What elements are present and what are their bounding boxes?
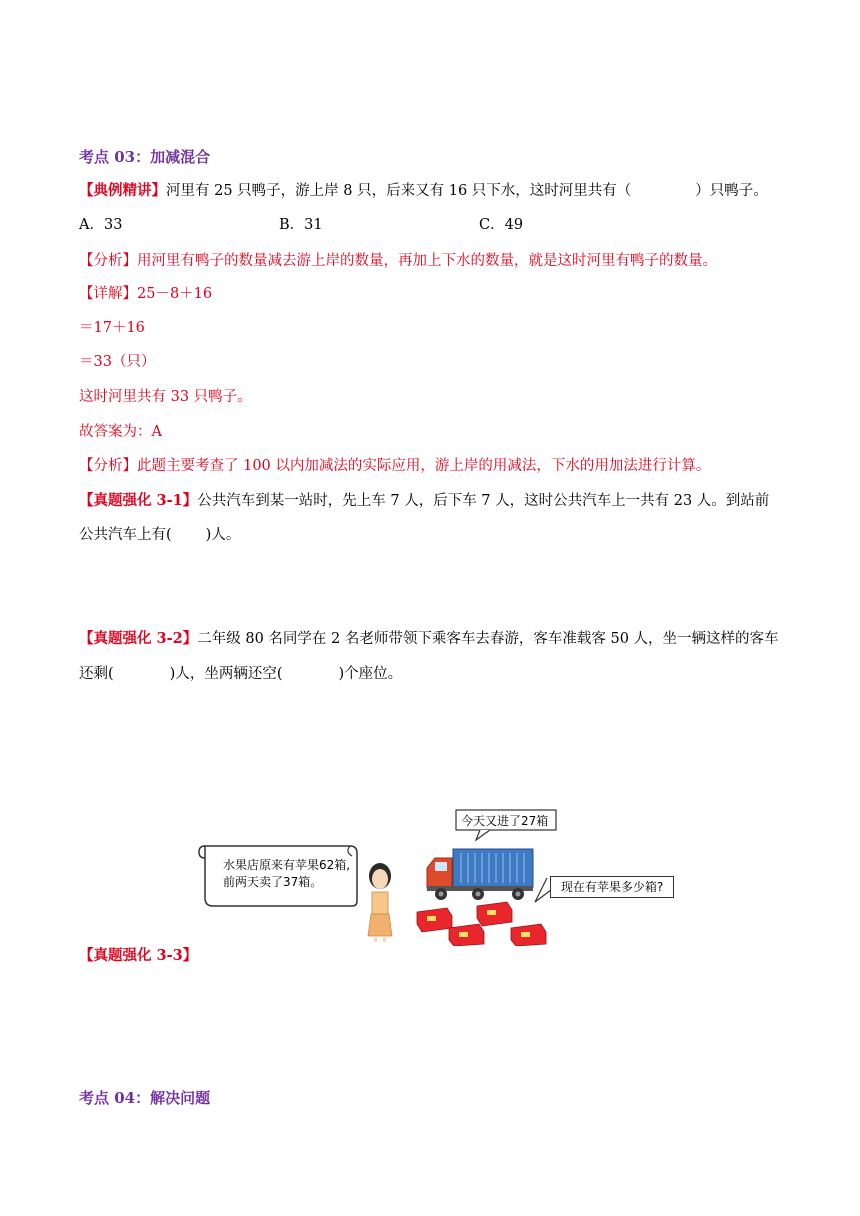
question-3-2-text: 二年级 80 名同学在 2 名老师带领下乘客车去春游，客车准载客 50 人，坐一辆这样的客车 [197, 631, 779, 647]
question-3-2-line-1 [79, 629, 779, 649]
question-3-1-tag: 【真题强化 3-1】 [79, 492, 198, 509]
option-b: B．31 [279, 217, 323, 233]
apple-box-3 [449, 924, 484, 946]
question-3-2-text-2b: )人，坐两辆还空( [169, 666, 283, 682]
section-heading-04: 考点 04：解决问题 [79, 1089, 211, 1107]
example-tag: 【典例精讲】 [79, 182, 166, 199]
fruit-shop-illustration [195, 806, 565, 946]
apple-box-4 [511, 924, 546, 946]
detail-step-1 [79, 284, 212, 304]
bubble-top-text: 今天又进了27箱 [461, 814, 549, 828]
question-3-1-text-2b: )人。 [205, 527, 241, 543]
example-text-before: 河里有 25 只鸭子，游上岸 8 只，后来又有 16 只下水，这时河里共有（ [166, 183, 632, 199]
scroll-text-line-2: 前两天卖了37箱。 [223, 875, 323, 889]
truck-icon [427, 849, 533, 900]
detail-answer: 故答案为：A [79, 424, 162, 440]
scroll-note [199, 846, 357, 906]
speech-bubble-right [535, 878, 551, 902]
detail-conclusion: 这时河里共有 33 只鸭子。 [79, 389, 252, 405]
question-3-2-text-2a: 还剩( [79, 666, 114, 682]
shopkeeper-figure [368, 863, 392, 942]
detail-step-1-text: 25－8＋16 [137, 286, 213, 302]
bubble-right-text: 现在有苹果多少箱? [560, 880, 664, 894]
question-3-2-line-2 [79, 664, 402, 684]
example-question [79, 181, 768, 201]
question-3-2-text-2c: )个座位。 [338, 666, 403, 682]
question-3-1-text-2a: 公共汽车上有( [79, 527, 172, 543]
example-text-after: ）只鸭子。 [695, 183, 768, 199]
question-3-1-line-2 [79, 525, 240, 545]
option-a: A．33 [79, 217, 123, 233]
apple-box-2 [477, 902, 512, 926]
question-3-2-tag: 【真题强化 3-2】 [79, 630, 198, 647]
question-3-1-line-1 [79, 491, 769, 511]
option-c: C．49 [479, 217, 524, 233]
scroll-text-line-1: 水果店原来有苹果62箱, [223, 858, 351, 872]
detail-step-3: ＝33（只） [79, 354, 156, 370]
apple-box-1 [417, 908, 452, 932]
analysis-1: 【分析】用河里有鸭子的数量减去游上岸的数量，再加上下水的数量，就是这时河里有鸭子的数量。 [79, 253, 717, 269]
bubble-right-box [550, 876, 674, 898]
detail-tag: 【详解】 [79, 286, 137, 302]
question-3-1-text: 公共汽车到某一站时，先上车 7 人，后下车 7 人，这时公共汽车上一共有 23 人。到站前 [197, 493, 770, 509]
section-heading-03: 考点 03：加减混合 [79, 148, 211, 166]
detail-step-2: ＝17＋16 [79, 320, 145, 336]
speech-bubble-top [456, 810, 556, 840]
question-3-3-tag: 【真题强化 3-3】 [79, 947, 198, 964]
analysis-2: 【分析】此题主要考查了 100 以内加减法的实际应用，游上岸的用减法，下水的用加法进行计算。 [79, 458, 711, 474]
